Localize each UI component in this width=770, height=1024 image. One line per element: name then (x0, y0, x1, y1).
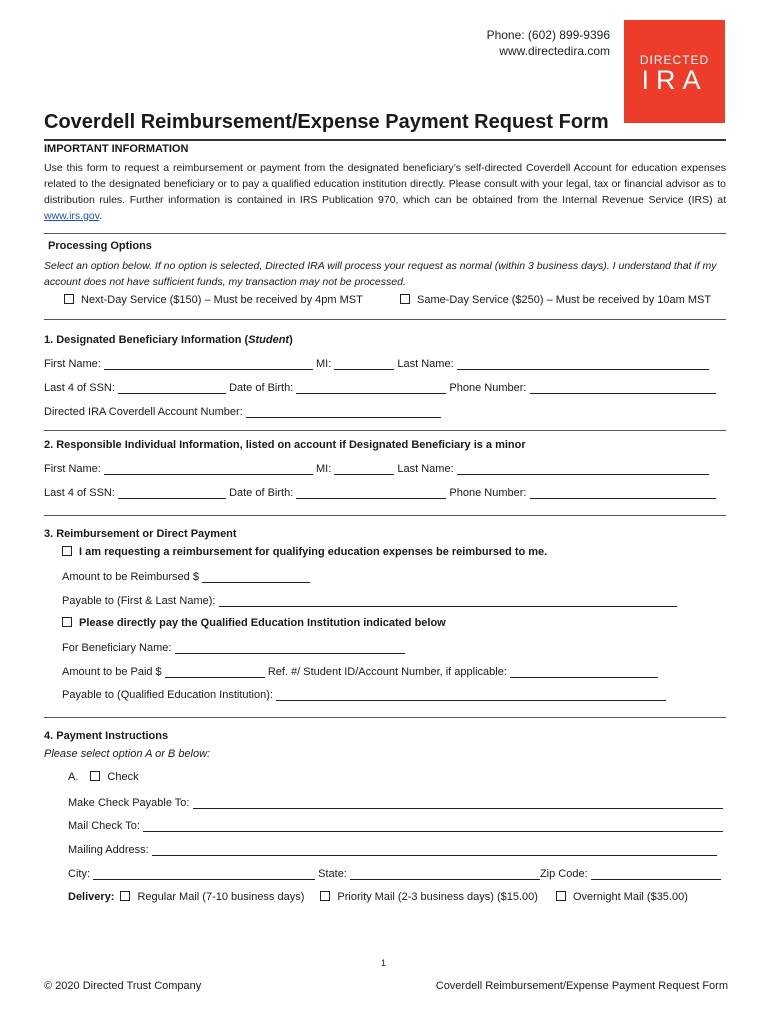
s2-phone-field[interactable] (530, 486, 716, 499)
important-text (44, 160, 726, 224)
s1-last-name-label: Last Name: (397, 358, 454, 370)
address-label: Mailing Address: (68, 844, 149, 856)
regular-mail-label: Regular Mail (7-10 business days) (137, 891, 305, 903)
s1-ssn-label: Last 4 of SSN: (44, 382, 115, 394)
overnight-mail-checkbox[interactable] (556, 891, 566, 901)
mail-to-field[interactable] (143, 819, 723, 832)
divider (44, 233, 726, 234)
s1-first-name-field[interactable] (104, 357, 313, 370)
address-row (68, 843, 717, 856)
s1-name-row (44, 357, 709, 370)
reimburse-label: I am requesting a reimbursement for qualifying education expenses be reimbursed to me. (79, 546, 548, 558)
section4-subheading: Please select option A or B below: (44, 748, 211, 760)
zip-field[interactable] (591, 867, 721, 880)
amount-reimbursed-field[interactable] (202, 570, 310, 583)
s1-phone-label: Phone Number: (449, 382, 527, 394)
divider (44, 515, 726, 516)
city-field[interactable] (93, 867, 315, 880)
check-label: Check (107, 771, 139, 783)
title-divider (44, 139, 726, 141)
amount-paid-field[interactable] (165, 665, 265, 678)
ref-label: Ref. #/ Student ID/Account Number, if applicable: (267, 666, 507, 678)
same-day-option[interactable] (400, 294, 711, 306)
phone-number: Phone: (602) 899-9396 (486, 28, 610, 42)
s2-ssn-field[interactable] (118, 486, 226, 499)
s2-dob-field[interactable] (296, 486, 446, 499)
copyright: © 2020 Directed Trust Company (44, 980, 202, 992)
s1-dob-field[interactable] (296, 381, 446, 394)
s2-name-row (44, 462, 709, 475)
option-a-label: A. (68, 771, 79, 783)
page-number: 1 (381, 958, 387, 968)
section1-heading (44, 334, 293, 346)
priority-mail-checkbox[interactable] (320, 891, 330, 901)
amount-paid-label: Amount to be Paid $ (62, 666, 162, 678)
logo-main-text: IRA (641, 65, 708, 95)
s2-phone-label: Phone Number: (449, 487, 527, 499)
s1-id-row (44, 381, 716, 394)
s1-account-label: Directed IRA Coverdell Account Number: (44, 406, 243, 418)
form-title: Coverdell Reimbursement/Expense Payment Request Form (44, 111, 609, 133)
payable-to-row (68, 796, 723, 809)
zip-label: Zip Code: (539, 868, 588, 880)
footer-form-name: Coverdell Reimbursement/Expense Payment Request Form (435, 980, 728, 992)
amount-reimbursed-label: Amount to be Reimbursed $ (62, 571, 199, 583)
state-label: State: (318, 868, 347, 880)
s2-first-name-field[interactable] (104, 462, 313, 475)
s1-ssn-field[interactable] (118, 381, 226, 394)
mail-to-row (68, 819, 723, 832)
s1-mi-field[interactable] (334, 357, 394, 370)
important-end: . (99, 210, 103, 222)
website[interactable]: www.directedira.com (499, 44, 610, 58)
delivery-label: Delivery: (68, 891, 115, 903)
payable-name-label: Payable to (First & Last Name): (62, 595, 216, 607)
payable-inst-field[interactable] (276, 688, 666, 701)
processing-instructions: Select an option below. If no option is selected, Directed IRA will process your request as normal (within 3 business days). I understand that if my account does not have sufficient funds, my transaction may not be processed. (44, 260, 717, 288)
delivery-row (68, 891, 688, 903)
payable-name-field[interactable] (219, 594, 677, 607)
next-day-checkbox[interactable] (64, 294, 74, 304)
for-beneficiary-field[interactable] (175, 641, 405, 654)
divider (44, 430, 726, 431)
divider (44, 319, 726, 320)
check-checkbox[interactable] (90, 771, 100, 781)
s2-mi-field[interactable] (334, 462, 394, 475)
ref-field[interactable] (510, 665, 658, 678)
payable-inst-label: Payable to (Qualified Education Institution): (62, 689, 273, 701)
important-heading: IMPORTANT INFORMATION (44, 143, 189, 155)
directed-ira-logo (624, 20, 725, 123)
direct-pay-label: Please directly pay the Qualified Education Institution indicated below (79, 617, 446, 629)
direct-pay-checkbox[interactable] (62, 617, 72, 627)
section1-heading-student: Student (248, 334, 290, 346)
contact-info (487, 27, 610, 59)
state-field[interactable] (350, 867, 540, 880)
direct-pay-option[interactable] (62, 617, 446, 629)
next-day-label: Next-Day Service ($150) – Must be received by 4pm MST (81, 294, 363, 306)
important-body: Use this form to request a reimbursement or payment from the designated beneficiary’s self-directed Coverdell Account for education expenses related to the designated beneficiary or to pay a qualified education institution directly. Please consult with your legal, tax or financial advisor as to distribution rules. Further information is contained in IRS Publication 970, which can be obtained from the Internal Revenue Service (IRS) at (44, 162, 726, 206)
processing-heading: Processing Options (48, 240, 152, 252)
s2-id-row (44, 486, 716, 499)
s1-last-name-field[interactable] (457, 357, 709, 370)
s2-last-name-label: Last Name: (397, 463, 454, 475)
s2-first-name-label: First Name: (44, 463, 101, 475)
section3-heading: 3. Reimbursement or Direct Payment (44, 528, 237, 540)
irs-link[interactable]: www.irs.gov (44, 210, 100, 222)
overnight-mail-label: Overnight Mail ($35.00) (572, 891, 688, 903)
amount-reimbursed-row (62, 570, 310, 583)
priority-mail-label: Priority Mail (2-3 business days) ($15.00) (337, 891, 538, 903)
next-day-option[interactable] (64, 294, 363, 306)
same-day-label: Same-Day Service ($250) – Must be received by 10am MST (417, 294, 712, 306)
check-option-row (68, 771, 139, 783)
s2-last-name-field[interactable] (457, 462, 709, 475)
s1-phone-field[interactable] (530, 381, 716, 394)
for-beneficiary-row (62, 641, 405, 654)
section1-heading-end: ) (289, 334, 293, 346)
divider (44, 717, 726, 718)
payable-to-label: Make Check Payable To: (68, 797, 190, 809)
city-state-zip-row (68, 867, 721, 880)
regular-mail-checkbox[interactable] (120, 891, 130, 901)
s1-account-row (44, 405, 441, 418)
same-day-checkbox[interactable] (400, 294, 410, 304)
payable-to-field[interactable] (193, 796, 723, 809)
reimburse-option[interactable] (62, 546, 547, 558)
reimburse-checkbox[interactable] (62, 546, 72, 556)
city-label: City: (68, 868, 90, 880)
section1-heading-text: 1. Designated Beneficiary Information ( (44, 334, 249, 346)
payable-inst-row (62, 688, 666, 701)
s2-dob-label: Date of Birth: (229, 487, 294, 499)
section4-heading: 4. Payment Instructions (44, 730, 169, 742)
s1-first-name-label: First Name: (44, 358, 101, 370)
payable-name-row (62, 594, 677, 607)
section2-heading: 2. Responsible Individual Information, listed on account if Designated Beneficiary is a minor (44, 439, 526, 451)
s1-mi-label: MI: (315, 358, 332, 370)
amount-paid-row (62, 665, 658, 678)
s2-mi-label: MI: (315, 463, 332, 475)
logo-top-text: DIRECTED (639, 53, 710, 67)
address-field[interactable] (152, 843, 717, 856)
s1-dob-label: Date of Birth: (229, 382, 294, 394)
s2-ssn-label: Last 4 of SSN: (44, 487, 115, 499)
for-beneficiary-label: For Beneficiary Name: (62, 642, 172, 654)
s1-account-field[interactable] (246, 405, 441, 418)
mail-to-label: Mail Check To: (68, 820, 140, 832)
